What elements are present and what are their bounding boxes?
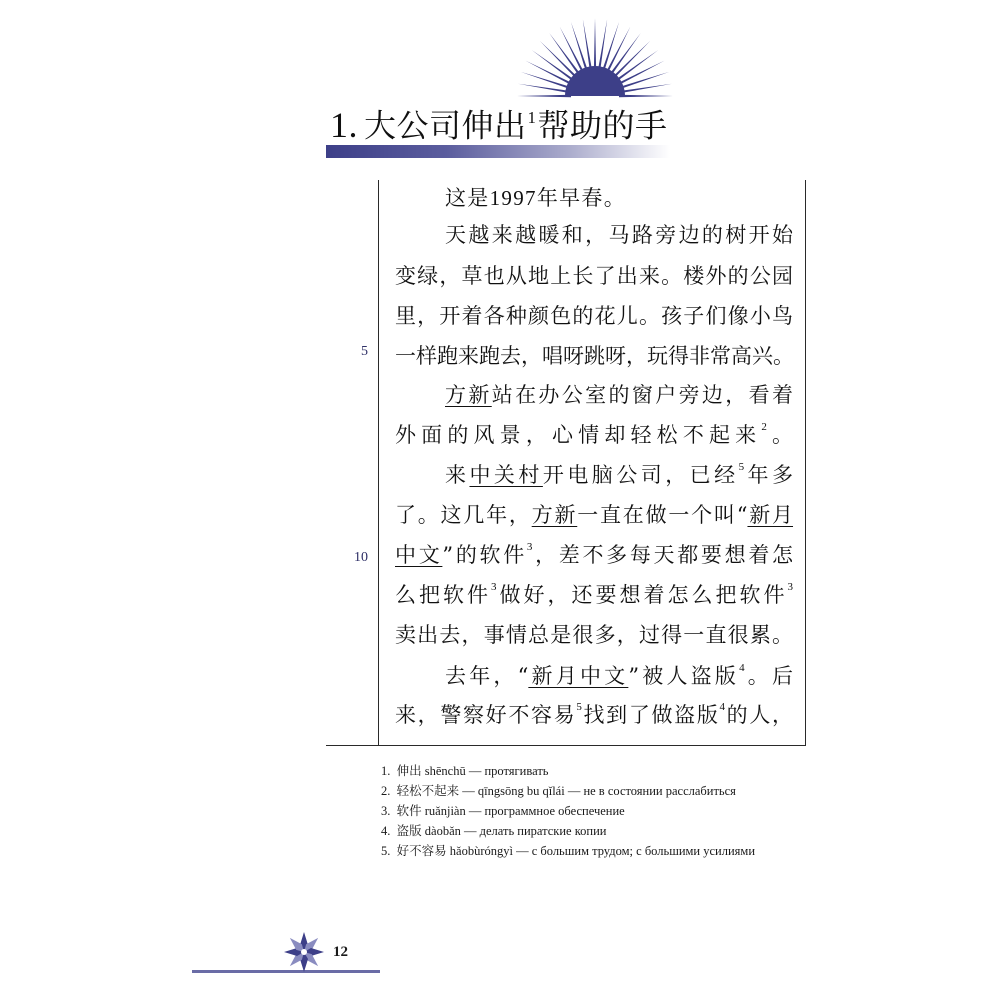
footnote-marker: 4 [739, 662, 745, 674]
footnote-marker: 2 [761, 421, 767, 433]
footnote-marker: 5 [738, 461, 745, 473]
proper-name: 方新 [445, 383, 492, 407]
frame-divider [326, 745, 806, 746]
text-line: 天越来越暖和，马路旁边的树开始 [445, 223, 793, 247]
sunburst-ray [616, 61, 665, 87]
text-line: 了。这几年，方新一直在做一个叫“新月 [395, 503, 794, 527]
footnote-marker: 4 [719, 701, 726, 713]
proper-name: 中关村 [469, 463, 543, 487]
page-number: 12 [333, 944, 348, 960]
footnote-item: 1. 伸出 shēnchū — протягивать [381, 764, 549, 778]
footnote-marker: 3 [787, 581, 793, 593]
chapter-number: 1. [330, 104, 358, 145]
line-number-10: 10 [354, 550, 368, 565]
footnote-marker: 5 [576, 701, 582, 713]
footnote-item: 3. 软件 ruǎnjiàn — программное обеспечение [381, 804, 625, 818]
line-number-5: 5 [361, 344, 368, 359]
footnote-item: 2. 轻松不起来 — qīngsōng bu qǐlái — не в состоянии расслабиться [381, 784, 736, 798]
star-ornament-icon [282, 930, 326, 974]
title-gradient-bar [326, 145, 670, 158]
sunburst-icon [515, 14, 675, 98]
footnote-marker: 1 [527, 108, 537, 127]
text-line: 卖出去，事情总是很多，过得一直很累。 [395, 623, 793, 647]
proper-name: 新月 [747, 503, 794, 527]
footnote-item: 4. 盗版 dàobǎn — делать пиратские копии [381, 824, 607, 838]
text-line: 这是1997年早春。 [445, 186, 627, 210]
sunburst-ray [605, 27, 631, 76]
text-line: 来，警察好不容易$^5$找到了做盗版$^4$的人， [395, 701, 794, 727]
sunburst-core [565, 66, 625, 96]
chapter-title-text-end: 帮助的手 [537, 106, 668, 145]
footnote-marker: 3 [491, 581, 497, 593]
text-line: 来中关村开电脑公司，已经$^5$年多 [445, 461, 794, 487]
text-line: 变绿，草也从地上长了出来。楼外的公园 [395, 264, 793, 288]
text-line: 外面的风景，心情却轻松不起来$^2$。 [395, 421, 794, 447]
proper-name: 方新 [531, 503, 578, 527]
proper-name: 中文 [395, 543, 443, 567]
sunburst-ray [560, 27, 586, 76]
footnote-item: 5. 好不容易 hǎobùróngyì — с большим трудом; с большими усилиями [381, 844, 756, 858]
sunburst-ray [526, 61, 575, 87]
sunburst-ray [594, 18, 596, 72]
text-line: 里，开着各种颜色的花儿。孩子们像小鸟 [395, 304, 793, 328]
star-center [301, 949, 307, 955]
proper-name: 新月中文 [528, 664, 629, 688]
chapter-title-text: 大公司伸出 [364, 106, 527, 145]
chapter-title [330, 96, 668, 150]
text-line: 方新站在办公室的窗户旁边，看着 [445, 383, 794, 407]
text-line: 去年，“新月中文”被人盗版$^4$。后 [445, 662, 793, 688]
footnote-marker: 3 [526, 541, 533, 553]
text-line: 么把软件$^3$做好，还要想着怎么把软件$^3$ [395, 581, 793, 607]
footnotes [381, 761, 821, 861]
text-line: 中文”的软件$^3$，差不多每天都要想着怎 [395, 541, 794, 567]
text-line: 一样跑来跑去，唱呀跳呀，玩得非常高兴。 [395, 344, 794, 368]
